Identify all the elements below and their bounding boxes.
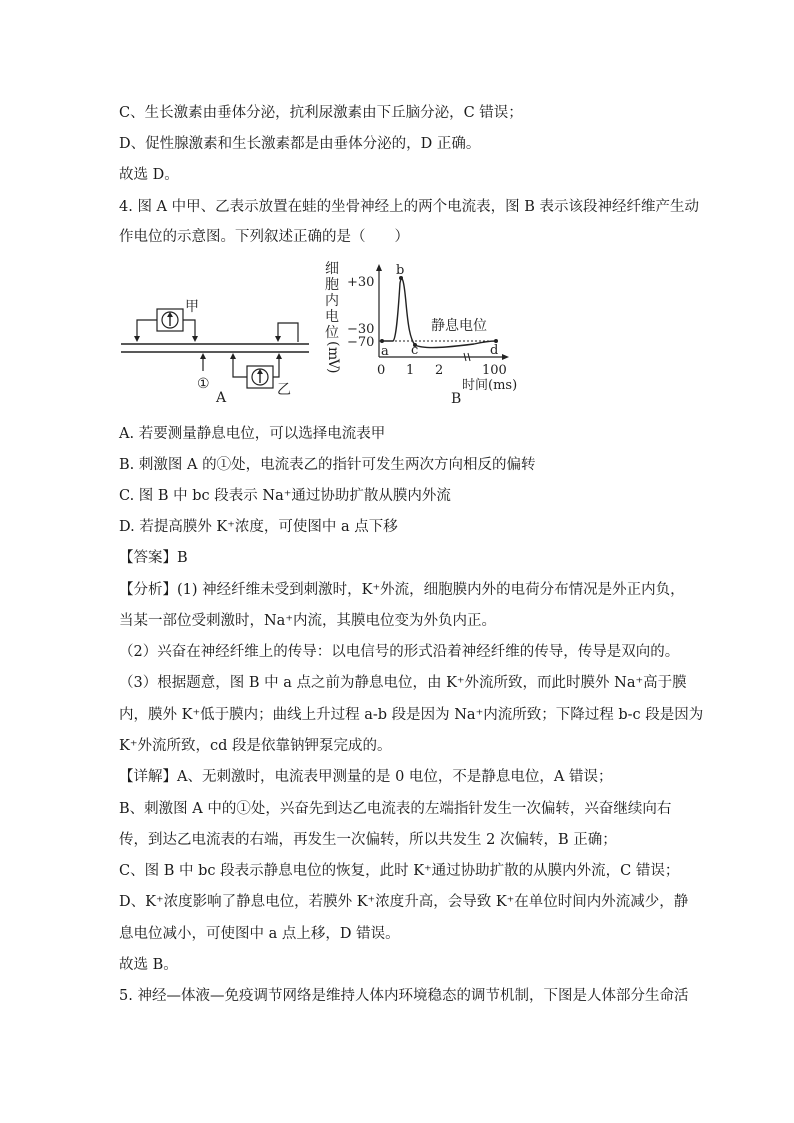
meter-jia-right-lead: [183, 320, 195, 337]
detail-text: C、图 B 中 bc 段表示静息电位的恢复，此时 K⁺通过协助扩散的从膜内外流，C 错误；: [119, 863, 680, 879]
detail-text: D、K⁺浓度影响了静息电位，若膜外 K⁺浓度升高，会导致 K⁺在单位时间内外流减少，静: [119, 894, 689, 910]
point-label-b: b: [396, 263, 405, 278]
conclusion-line: 故选 B。: [119, 957, 178, 973]
detail-text: B、刺激图 A 中的①处，兴奋先到达乙电流表的左端指针发生一次偏转，兴奋继续向右: [119, 801, 672, 817]
y-tick-label: −70: [347, 335, 375, 350]
ylabel-char: 电: [325, 309, 339, 325]
analysis-text: 当某一部位受刺激时，Na⁺内流，其膜电位变为外负内正。: [119, 613, 496, 629]
point-label-d: d: [490, 343, 499, 358]
figure-a-caption: A: [216, 390, 227, 406]
ylabel-unit-char: V: [325, 359, 341, 370]
meter-yi-left-arrowhead: [230, 353, 236, 359]
figure-b-caption: B: [451, 391, 462, 407]
ylabel-char: 位: [325, 325, 339, 341]
text-line: 故选 D。: [119, 167, 179, 183]
ylabel-char: 内: [325, 293, 339, 309]
y-tick-label: +30: [347, 275, 375, 290]
point-label-c: c: [411, 343, 419, 358]
point-a-dot: [380, 339, 384, 343]
x-tick-label: 0: [377, 363, 386, 378]
label-yi: 乙: [277, 382, 291, 398]
detail-text: 【详解】A、无刺激时，电流表甲测量的是 0 电位，不是静息电位，A 错误；: [119, 769, 613, 785]
label-jia: 甲: [185, 299, 199, 315]
meter-yi-right-arrowhead: [276, 353, 282, 359]
point-label-a: a: [381, 344, 389, 359]
action-potential-curve: [382, 279, 496, 348]
analysis-text: K⁺外流所致，cd 段是依靠钠钾泵完成的。: [119, 738, 392, 754]
question-4-stem: 4. 图 A 中甲、乙表示放置在蛙的坐骨神经上的两个电流表，图 B 表示该段神经纤维产生动: [119, 199, 700, 215]
figure-b: [318, 255, 518, 407]
question-5-stem: 5. 神经—体液—免疫调节网络是维持人体内环境稳态的调节机制，下图是人体部分生命活: [119, 988, 689, 1004]
x-axis-arrow: [502, 354, 509, 360]
option-a: A. 若要测量静息电位，可以选择电流表甲: [119, 426, 386, 442]
meter-yi-right-lead: [273, 357, 279, 377]
question-4-stem: 作电位的示意图。下列叙述正确的是（ ）: [119, 229, 409, 245]
ylabel-unit-char: (: [325, 341, 341, 347]
detail-text: 传，到达乙电流表的右端，再发生一次偏转，所以共发生 2 次偏转，B 正确；: [119, 832, 617, 848]
x-tick-label: 2: [435, 363, 444, 378]
meter-jia-left-arrowhead: [134, 336, 140, 342]
label-stimulus: ①: [197, 376, 210, 392]
analysis-text: （2）兴奋在神经纤维上的传导：以电信号的形式沿着神经纤维的传导，传导是双向的。: [119, 644, 680, 660]
y-axis-label: [325, 261, 341, 373]
text-line: D、促性腺激素和生长激素都是由垂体分泌的，D 正确。: [119, 136, 481, 152]
ylabel-unit-char: m: [325, 347, 341, 361]
figure-a: [115, 295, 315, 407]
option-c: C. 图 B 中 bc 段表示 Na⁺通过协助扩散从膜内外流: [119, 488, 451, 504]
ylabel-char: 细: [325, 261, 339, 277]
ylabel-unit-char: ): [325, 368, 341, 374]
resting-potential-annotation: 静息电位: [431, 318, 487, 334]
analysis-text: 【分析】(1) 神经纤维未受到刺激时，K⁺外流，细胞膜内外的电荷分布情况是外正内负，: [119, 582, 685, 598]
detail-text: 息电位减小，可使图中 a 点上移，D 错误。: [119, 926, 400, 942]
option-d: D. 若提高膜外 K⁺浓度，可使图中 a 点下移: [119, 519, 398, 535]
right-lead-arrowhead: [275, 336, 281, 342]
option-b: B. 刺激图 A 的①处，电流表乙的指针可发生两次方向相反的偏转: [119, 457, 536, 473]
y-axis-arrow: [376, 264, 382, 271]
analysis-text: 内，膜外 K⁺低于膜内；曲线上升过程 a-b 段是因为 Na⁺内流所致；下降过程 b-c 段是因为: [119, 707, 704, 723]
right-lead-outline: [278, 323, 298, 342]
stimulus-arrowhead: [200, 353, 206, 359]
x-axis-label: 时间(ms): [462, 378, 518, 393]
y-tick-label: −30: [347, 322, 375, 337]
answer-line: 【答案】B: [119, 550, 188, 566]
analysis-text: （3）根据题意，图 B 中 a 点之前为静息电位，由 K⁺外流所致，而此时膜外 Na⁺高于膜: [119, 675, 687, 691]
ylabel-char: 胞: [325, 277, 339, 293]
meter-jia-right-arrowhead: [192, 336, 198, 342]
text-line: C、生长激素由垂体分泌，抗利尿激素由下丘脑分泌，C 错误；: [119, 105, 523, 121]
x-tick-label: 1: [406, 363, 415, 378]
meter-yi-left-lead: [233, 357, 247, 377]
meter-jia-left-lead: [137, 320, 157, 337]
x-tick-label: 100: [482, 363, 507, 378]
